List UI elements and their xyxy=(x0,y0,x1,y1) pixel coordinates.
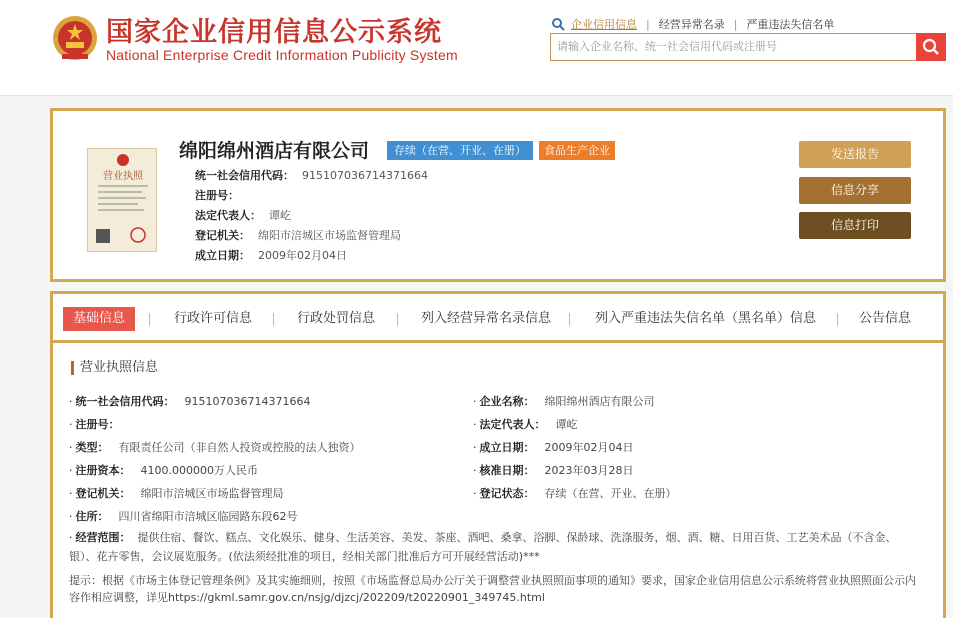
company-name: 绵阳绵州酒店有限公司 xyxy=(179,140,370,162)
info-address: · 住所： 四川省绵阳市涪城区临园路东段62号 xyxy=(69,510,298,523)
info-reg-no: · 注册号： xyxy=(69,418,120,431)
print-info-button[interactable]: 信息打印 xyxy=(799,212,911,239)
tab-basic-info[interactable]: 基础信息 xyxy=(63,307,135,331)
share-info-button[interactable]: 信息分享 xyxy=(799,177,911,204)
field-authority: 登记机关： 绵阳市涪城区市场监督管理局 xyxy=(195,229,401,242)
nav-divider: | xyxy=(646,17,650,31)
tab-divider xyxy=(837,313,838,326)
tab-admin-penalty[interactable]: 行政处罚信息 xyxy=(297,311,376,326)
nav-abnormal-list[interactable]: 经营异常名录 xyxy=(658,18,725,31)
license-icon xyxy=(88,149,158,253)
search-icon xyxy=(552,18,565,31)
search-input[interactable]: 请输入企业名称、统一社会信用代码或注册号 xyxy=(550,33,917,61)
site-subtitle: National Enterprise Credit Information Publicity System xyxy=(106,47,458,63)
field-credit-code: 统一社会信用代码： 915107036714371664 xyxy=(195,169,428,182)
search-icon xyxy=(922,38,940,56)
tab-bar xyxy=(53,294,943,343)
info-company-name: · 企业名称： 绵阳绵州酒店有限公司 xyxy=(473,395,655,408)
company-card xyxy=(50,108,946,282)
nav-blacklist[interactable]: 严重违法失信名单 xyxy=(746,18,835,31)
info-founded: · 成立日期： 2009年02月04日 xyxy=(473,441,634,454)
business-license-image xyxy=(87,148,157,252)
site-title: 国家企业信用信息公示系统 xyxy=(106,17,442,48)
detail-panel xyxy=(50,291,946,618)
license-label: 营业执照 xyxy=(103,171,143,182)
search-button[interactable] xyxy=(916,33,946,61)
tab-divider xyxy=(273,313,274,326)
field-founded: 成立日期： 2009年02月04日 xyxy=(195,249,347,262)
site-header xyxy=(0,0,953,96)
nav-divider: | xyxy=(733,17,738,31)
status-badge: 存续（在营、开业、在册） xyxy=(387,141,533,160)
info-capital: · 注册资本： 4100.000000万人民币 xyxy=(69,464,258,477)
tab-blacklist[interactable]: 列入严重违法失信名单（黑名单）信息 xyxy=(595,311,817,326)
section-title: 营业执照信息 xyxy=(71,361,158,375)
business-scope: · 经营范围： 提供住宿、餐饮、糕点、文化娱乐、健身、生活美容、美发、茶座、酒吧、桑拿、浴脚、保龄球、洗涤服务，烟、酒、糖、日用百货、工艺美术品（不含金、银）、花卉零售，会议展览服务。(依法须经批准的项目，经相关部门批准后方可开展经营活动)*** xyxy=(69,531,897,563)
tab-admin-permit[interactable]: 行政许可信息 xyxy=(174,311,253,326)
tab-divider xyxy=(149,313,150,326)
national-emblem-icon xyxy=(52,14,98,62)
nav-credit-info[interactable]: 企业信用信息 xyxy=(571,18,637,31)
field-legal-rep: 法定代表人： 谭屹 xyxy=(195,209,291,222)
info-type: · 类型： 有限责任公司（非自然人投资或控股的法人独资） xyxy=(69,441,361,454)
field-reg-no: 注册号： xyxy=(195,189,239,202)
send-report-button[interactable]: 发送报告 xyxy=(799,141,911,168)
info-approved: · 核准日期： 2023年03月28日 xyxy=(473,464,634,477)
notice-text: 提示：根据《市场主体登记管理条例》及其实施细则，按照《市场监督总局办公厅关于调整营业执照照面事项的通知》要求，国家企业信用信息公示系统将营业执照照面公示内容作相应调整，详见https://gkml.samr.gov.cn/nsjg/djzcj/202209/t20220901_349745.html xyxy=(69,574,916,604)
top-nav xyxy=(552,16,834,32)
tab-divider xyxy=(397,313,398,326)
tab-announcements[interactable]: 公告信息 xyxy=(859,311,912,326)
info-reg-status: · 登记状态： 存续（在营、开业、在册） xyxy=(473,487,677,500)
info-authority: · 登记机关： 绵阳市涪城区市场监督管理局 xyxy=(69,487,284,500)
info-credit-code: · 统一社会信用代码： 915107036714371664 xyxy=(69,395,311,408)
food-producer-badge: 食品生产企业 xyxy=(539,141,615,160)
tab-abnormal-list[interactable]: 列入经营异常名录信息 xyxy=(421,311,552,326)
info-legal-rep: · 法定代表人： 谭屹 xyxy=(473,418,578,431)
tab-divider xyxy=(569,313,570,326)
